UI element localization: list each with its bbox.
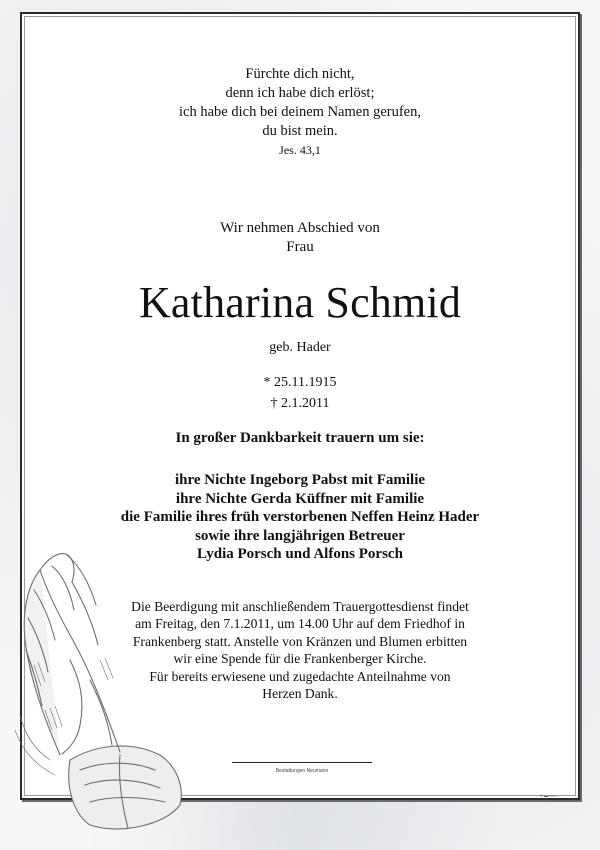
signature-line (232, 762, 372, 763)
mourner-line: sowie ihre langjährigen Betreuer (195, 527, 405, 544)
mourners-heading: In großer Dankbarkeit trauern um sie: (175, 430, 425, 446)
deceased-name: Katharina Schmid (138, 278, 462, 327)
undertaker-credit: Bestattungen Neumann (275, 768, 329, 774)
funeral-line: wir eine Spende für die Frankenberger Kirche. (173, 651, 427, 667)
intro-line-1: Wir nehmen Abschied von (220, 220, 380, 236)
death-date: † 2.1.2011 (270, 396, 330, 411)
birth-name: geb. Hader (269, 340, 331, 355)
funeral-line: Für bereits erwiesene und zugedachte Anteilnahme von (149, 668, 451, 684)
bible-verse (0, 65, 600, 160)
verse-line-4: du bist mein. (262, 123, 338, 139)
verse-line-3: ich habe dich bei deinem Namen gerufen, (179, 104, 421, 120)
verse-line-1: Fürchte dich nicht, (245, 66, 355, 82)
praying-hands-icon (0, 540, 200, 840)
funeral-line: Frankenberg statt. Anstelle von Kränzen und Blumen erbitten (132, 633, 468, 649)
funeral-line: am Freitag, den 7.1.2011, um 14.00 Uhr auf dem Friedhof in (135, 616, 465, 632)
verse-reference: Jes. 43,1 (279, 143, 321, 157)
farewell-intro (0, 219, 600, 257)
birth-date: * 25.11.1915 (263, 375, 337, 390)
funeral-line: Die Beerdigung mit anschließendem Trauergottesdienst findet (131, 599, 469, 614)
intro-line-2: Frau (286, 239, 314, 255)
mourner-line: ihre Nichte Gerda Küffner mit Familie (175, 490, 425, 507)
life-dates (0, 372, 600, 414)
mourner-line: Lydia Porsch und Alfons Porsch (197, 546, 403, 562)
mourner-line: ihre Nichte Ingeborg Pabst mit Familie (174, 472, 426, 488)
verse-line-2: denn ich habe dich erlöst; (225, 85, 375, 101)
mourner-line: die Familie ihres früh verstorbenen Neffen Heinz Hader (120, 509, 480, 525)
funeral-line: Herzen Dank. (262, 686, 338, 702)
corner-mark: © ▬ ▭▭ (540, 793, 557, 798)
